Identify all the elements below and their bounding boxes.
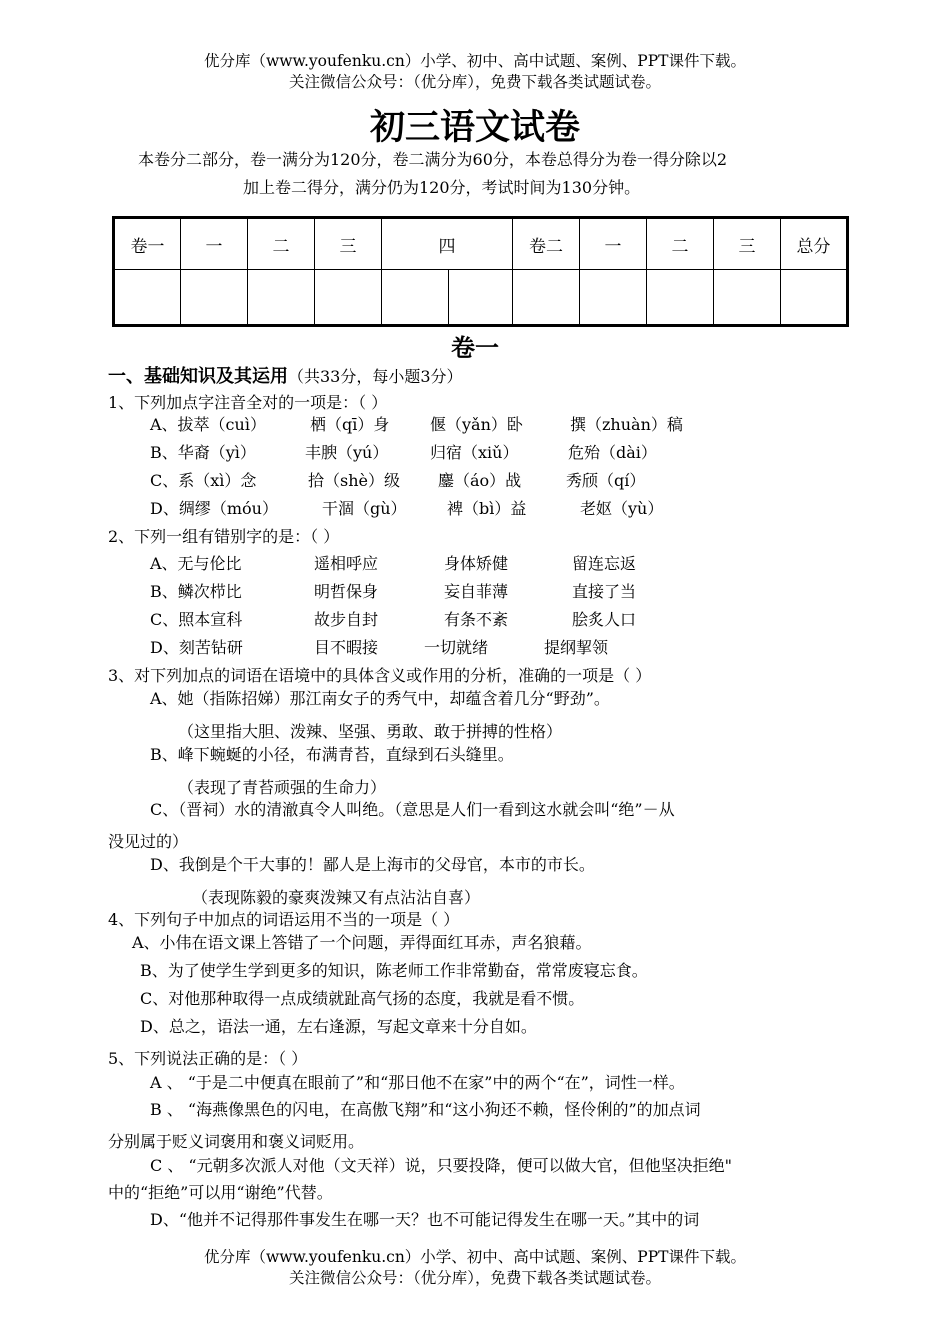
- q1-b-2: 丰腴（yú）: [305, 443, 389, 462]
- q5-option-b-cont: 分别属于贬义词褒用和褒义词贬用。: [108, 1132, 365, 1151]
- q2-b-1: B、鳞次栉比: [150, 582, 242, 601]
- q3-option-d: D、我倒是个干大事的！鄙人是上海市的父母官，本市的市长。: [150, 855, 595, 874]
- q2-option-a: [150, 553, 636, 575]
- q1-c-4: 秀颀（qí）: [566, 471, 646, 490]
- q1-stem: 1、下列加点字注音全对的一项是：（ ）: [108, 393, 388, 412]
- intro-line-1: 本卷分二部分，卷一满分为120分，卷二满分为60分，本卷总得分为卷一得分除以2: [138, 150, 728, 169]
- score-header-cell: 二: [248, 218, 315, 270]
- score-header-cell: 三: [714, 218, 781, 270]
- q5-option-d: D、“他并不记得那件事发生在哪一天？也不可能记得发生在哪一天。”其中的词: [150, 1210, 700, 1229]
- q3-stem: 3、对下列加点的词语在语境中的具体含义或作用的分析，准确的一项是（ ）: [108, 666, 652, 685]
- q2-option-b: [150, 581, 636, 603]
- score-entry-cell[interactable]: [781, 270, 848, 326]
- q2-option-c: [150, 609, 636, 631]
- q5-option-c-cont: 中的“拒绝”可以用“谢绝”代替。: [108, 1183, 333, 1202]
- q1-d-4: 老妪（yù）: [580, 499, 664, 518]
- q2-option-d: [150, 637, 608, 659]
- q2-d-2: 目不暇接: [314, 638, 379, 657]
- q2-c-2: 故步自封: [314, 610, 379, 629]
- score-entry-cell[interactable]: [513, 270, 580, 326]
- section-heading: [108, 366, 463, 388]
- score-header-cell: 四: [382, 218, 513, 270]
- section-note: （共33分，每小题3分）: [288, 367, 463, 386]
- q3-option-a: A、她（指陈招娣）那江南女子的秀气中，却蕴含着几分“野劲”。: [150, 689, 610, 708]
- footer-line-2: 关注微信公众号：（优分库），免费下载各类试题试卷。: [288, 1269, 661, 1287]
- q1-d-3: 裨（bì）益: [447, 499, 527, 518]
- q1-c-3: 鏖（áo）战: [438, 471, 522, 490]
- score-header-cell: 二: [647, 218, 714, 270]
- score-entry-cell[interactable]: [647, 270, 714, 326]
- q1-b-1: B、华裔（yì）: [150, 443, 256, 462]
- score-entry-cell[interactable]: [315, 270, 382, 326]
- score-header-cell: 三: [315, 218, 382, 270]
- q2-stem: 2、下列一组有错别字的是：（ ）: [108, 527, 340, 546]
- q2-b-3: 妄自菲薄: [444, 582, 509, 601]
- q1-option-b: [150, 442, 657, 464]
- q1-b-3: 归宿（xiǔ）: [430, 443, 519, 462]
- part-title: 卷一: [451, 334, 499, 362]
- score-entry-cell[interactable]: [580, 270, 647, 326]
- q1-b-4: 危殆（dài）: [568, 443, 657, 462]
- footer-line-1: 优分库（www.youfenku.cn）小学、初中、高中试题、案例、PPT课件下载。: [203, 1248, 747, 1266]
- score-header-cell: 一: [181, 218, 248, 270]
- q1-a-3: 偃（yǎn）卧: [430, 415, 523, 434]
- q4-option-c: C、对他那种取得一点成绩就趾高气扬的态度，我就是看不惯。: [140, 989, 585, 1008]
- page-title: 初三语文试卷: [369, 108, 580, 148]
- q2-d-3: 一切就绪: [424, 638, 489, 657]
- q1-option-a: [150, 414, 683, 436]
- q5-option-a: A 、 “于是二中便真在眼前了”和“那日他不在家”中的两个“在”，词性一样。: [150, 1073, 685, 1092]
- q2-b-2: 明哲保身: [314, 582, 379, 601]
- q2-a-4: 留连忘返: [572, 554, 637, 573]
- q2-b-4: 直接了当: [572, 582, 637, 601]
- q2-a-3: 身体矫健: [444, 554, 509, 573]
- q4-stem: 4、下列句子中加点的词语运用不当的一项是（ ）: [108, 910, 460, 929]
- q3-option-b-note: （表现了青苔顽强的生命力）: [178, 778, 387, 797]
- score-header-cell: 一: [580, 218, 647, 270]
- q2-a-2: 遥相呼应: [314, 554, 379, 573]
- q1-option-c: [150, 470, 645, 492]
- q4-option-b: B、为了使学生学到更多的知识，陈老师工作非常勤奋，常常废寝忘食。: [140, 961, 648, 980]
- score-header-cell: 卷二: [513, 218, 580, 270]
- q1-c-2: 拾（shè）级: [308, 471, 400, 490]
- q3-option-d-note: （表现陈毅的豪爽泼辣又有点沾沾自喜）: [192, 888, 481, 907]
- score-entry-cell[interactable]: [714, 270, 781, 326]
- header-line-2: 关注微信公众号：（优分库），免费下载各类试题试卷。: [288, 73, 661, 91]
- q3-option-a-note: （这里指大胆、泼辣、坚强、勇敢、敢于拼搏的性格）: [178, 722, 563, 741]
- q1-d-2: 干涸（gù）: [322, 499, 407, 518]
- score-table-entry-row: [114, 270, 848, 326]
- q2-c-1: C、照本宣科: [150, 610, 243, 629]
- q5-option-b: B 、 “海燕像黑色的闪电，在高傲飞翔”和“这小狗还不赖，怪伶俐的”的加点词: [150, 1100, 701, 1119]
- section-title: 一、基础知识及其运用: [108, 366, 288, 387]
- q4-option-a: A、小伟在语文课上答错了一个问题，弄得面红耳赤，声名狼藉。: [132, 933, 592, 952]
- score-header-cell: 卷一: [114, 218, 181, 270]
- score-entry-cell[interactable]: [114, 270, 181, 326]
- q2-c-3: 有条不紊: [444, 610, 509, 629]
- q1-a-1: A、拔萃（cuì）: [150, 415, 266, 434]
- score-entry-cell[interactable]: [248, 270, 315, 326]
- score-table-header-row: [114, 218, 848, 270]
- q2-c-4: 脍炙人口: [572, 610, 637, 629]
- q3-option-b: B、峰下蜿蜒的小径，布满青苔，直绿到石头缝里。: [150, 745, 514, 764]
- q5-option-c: C 、 “元朝多次派人对他（文天祥）说，只要投降，便可以做大官，但他坚决拒绝": [150, 1156, 732, 1175]
- score-table: [112, 216, 849, 327]
- q1-d-1: D、绸缪（móu）: [150, 499, 278, 518]
- score-header-cell: 总分: [781, 218, 848, 270]
- q1-a-2: 栖（qī）身: [310, 415, 390, 434]
- q2-d-1: D、刻苦钻研: [150, 638, 243, 657]
- q2-d-4: 提纲挈领: [544, 638, 609, 657]
- q3-option-c: C、（晋祠）水的清澈真令人叫绝。（意思是人们一看到这水就会叫“绝”－从: [150, 800, 675, 819]
- q2-a-1: A、无与伦比: [150, 554, 242, 573]
- header-line-1: 优分库（www.youfenku.cn）小学、初中、高中试题、案例、PPT课件下载。: [203, 52, 747, 70]
- score-entry-cell[interactable]: [449, 270, 513, 326]
- q4-option-d: D、总之，语法一通，左右逢源，写起文章来十分自如。: [140, 1017, 537, 1036]
- q3-option-c-cont: 没见过的）: [108, 832, 189, 851]
- intro-line-2: 加上卷二得分，满分仍为120分，考试时间为130分钟。: [243, 178, 641, 197]
- q1-a-4: 撰（zhuàn）稿: [570, 415, 683, 434]
- q5-stem: 5、下列说法正确的是：（ ）: [108, 1049, 308, 1068]
- q1-option-d: [150, 498, 663, 520]
- q1-c-1: C、系（xì）念: [150, 471, 257, 490]
- score-entry-cell[interactable]: [382, 270, 449, 326]
- score-entry-cell[interactable]: [181, 270, 248, 326]
